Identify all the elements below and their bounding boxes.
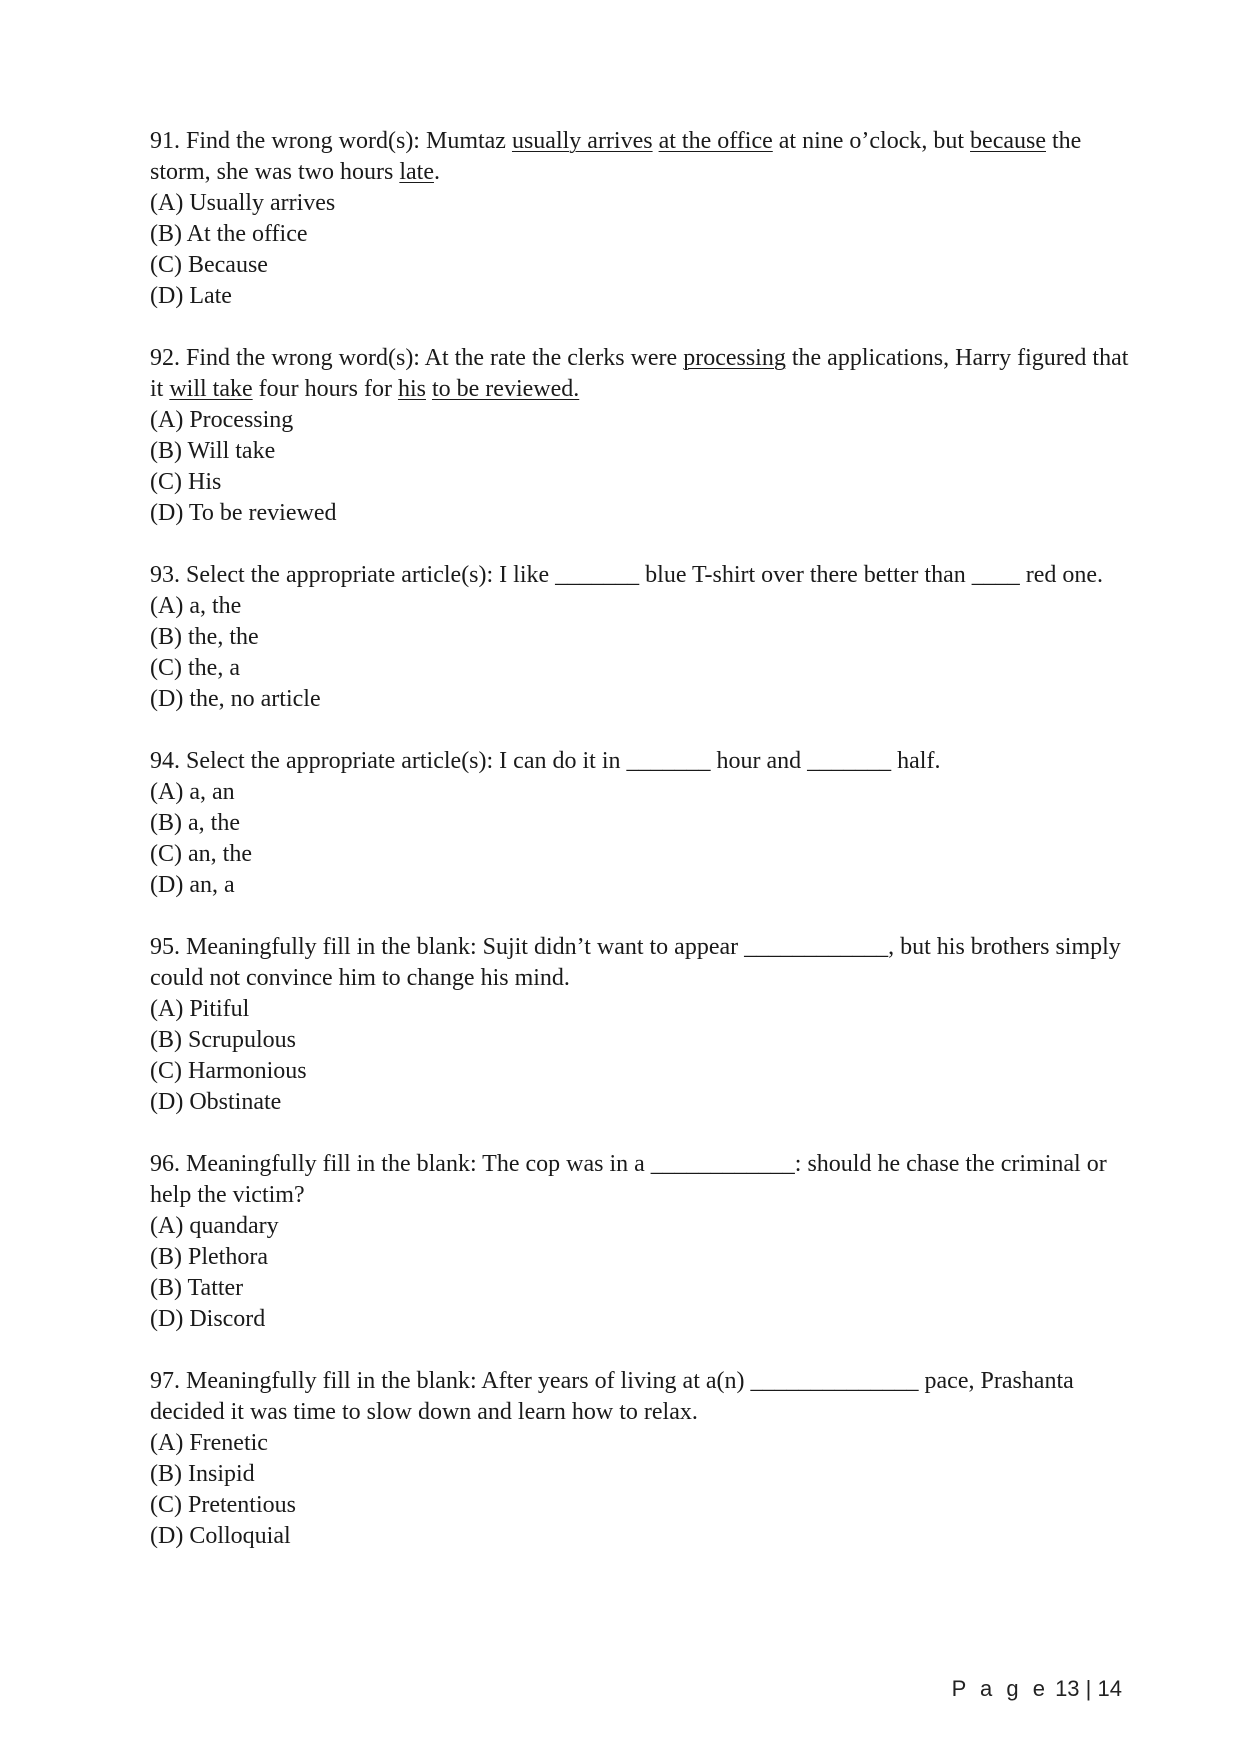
question-stem xyxy=(150,1149,1140,1211)
stem-text: at nine o’clock, but xyxy=(772,128,971,154)
question-stem xyxy=(150,343,1140,405)
option-item: (B) Scrupulous xyxy=(150,1027,296,1053)
option-item: (A) a, the xyxy=(150,593,242,619)
option-item: (B) Tatter xyxy=(150,1275,244,1301)
option-item: (D) Discord xyxy=(150,1306,266,1332)
question-91 xyxy=(150,126,1140,312)
option-item: (A) Usually arrives xyxy=(150,190,336,216)
option-item: (A) Frenetic xyxy=(150,1430,268,1456)
question-97 xyxy=(150,1366,1140,1552)
stem-text: 95. Meaningfully fill in the blank: Sujit didn’t want to appear ____________, but his brothers simply could not convince him to change his mind. xyxy=(150,934,1121,991)
underlined-phrase: because xyxy=(970,128,1046,154)
stem-text: 92. Find the wrong word(s): At the rate the clerks were xyxy=(150,345,684,371)
stem-text: the storm, she was two hours xyxy=(150,128,1082,185)
option-item: (C) Pretentious xyxy=(150,1492,296,1518)
page-number: 13 xyxy=(1055,1676,1080,1701)
stem-text: . xyxy=(433,159,440,185)
question-list xyxy=(150,126,1140,1583)
stem-text: 97. Meaningfully fill in the blank: After years of living at a(n) ______________ pace, Prashanta decided it was time to slow down and learn how to relax. xyxy=(150,1368,1074,1425)
question-92 xyxy=(150,343,1140,529)
question-94 xyxy=(150,746,1140,901)
stem-text: four hours for xyxy=(252,376,398,402)
option-item: (C) the, a xyxy=(150,655,240,681)
total-pages: 14 xyxy=(1097,1676,1122,1701)
option-item: (C) an, the xyxy=(150,841,252,867)
stem-text: 91. Find the wrong word(s): Mumtaz xyxy=(150,128,512,154)
option-list xyxy=(150,994,1140,1118)
question-stem xyxy=(150,560,1140,591)
option-list xyxy=(150,777,1140,901)
option-list xyxy=(150,405,1140,529)
option-item: (A) quandary xyxy=(150,1213,279,1239)
option-item: (C) Harmonious xyxy=(150,1058,307,1084)
option-item: (D) Late xyxy=(150,283,232,309)
underlined-phrase: to be reviewed. xyxy=(431,376,580,402)
option-list xyxy=(150,1428,1140,1552)
underlined-phrase: his xyxy=(397,376,426,402)
page-footer xyxy=(952,1676,1122,1702)
page-word: P a g e xyxy=(951,1676,1049,1701)
option-item: (A) Processing xyxy=(150,407,294,433)
question-stem xyxy=(150,932,1140,994)
option-item: (B) the, the xyxy=(150,624,259,650)
page-separator: | xyxy=(1085,1676,1092,1701)
option-item: (C) His xyxy=(150,469,222,495)
question-stem xyxy=(150,746,1140,777)
question-95 xyxy=(150,932,1140,1118)
option-item: (D) Colloquial xyxy=(150,1523,291,1549)
option-list xyxy=(150,1211,1140,1335)
option-item: (D) To be reviewed xyxy=(150,500,337,526)
stem-text: 93. Select the appropriate article(s): I like _______ blue T-shirt over there better than ____ red one. xyxy=(150,562,1104,588)
option-item: (D) Obstinate xyxy=(150,1089,282,1115)
option-item: (B) Will take xyxy=(150,438,276,464)
option-list xyxy=(150,591,1140,715)
stem-text: 94. Select the appropriate article(s): I can do it in _______ hour and _______ half. xyxy=(150,748,941,774)
question-stem xyxy=(150,126,1140,188)
option-item: (A) a, an xyxy=(150,779,235,805)
option-item: (A) Pitiful xyxy=(150,996,250,1022)
question-96 xyxy=(150,1149,1140,1335)
question-93 xyxy=(150,560,1140,715)
option-list xyxy=(150,188,1140,312)
underlined-phrase: will take xyxy=(169,376,253,402)
option-item: (B) a, the xyxy=(150,810,240,836)
option-item: (B) Insipid xyxy=(150,1461,255,1487)
option-item: (D) the, no article xyxy=(150,686,321,712)
option-item: (B) Plethora xyxy=(150,1244,268,1270)
option-item: (B) At the office xyxy=(150,221,308,247)
underlined-phrase: late xyxy=(399,159,434,185)
underlined-phrase: usually arrives xyxy=(511,128,653,154)
option-item: (C) Because xyxy=(150,252,268,278)
stem-text: the applications, Harry figured that it xyxy=(150,345,1129,402)
option-item: (D) an, a xyxy=(150,872,235,898)
question-stem xyxy=(150,1366,1140,1428)
underlined-phrase: processing xyxy=(683,345,786,371)
stem-text: 96. Meaningfully fill in the blank: The cop was in a ____________: should he chase the criminal or help the victim? xyxy=(150,1151,1107,1208)
underlined-phrase: at the office xyxy=(658,128,773,154)
